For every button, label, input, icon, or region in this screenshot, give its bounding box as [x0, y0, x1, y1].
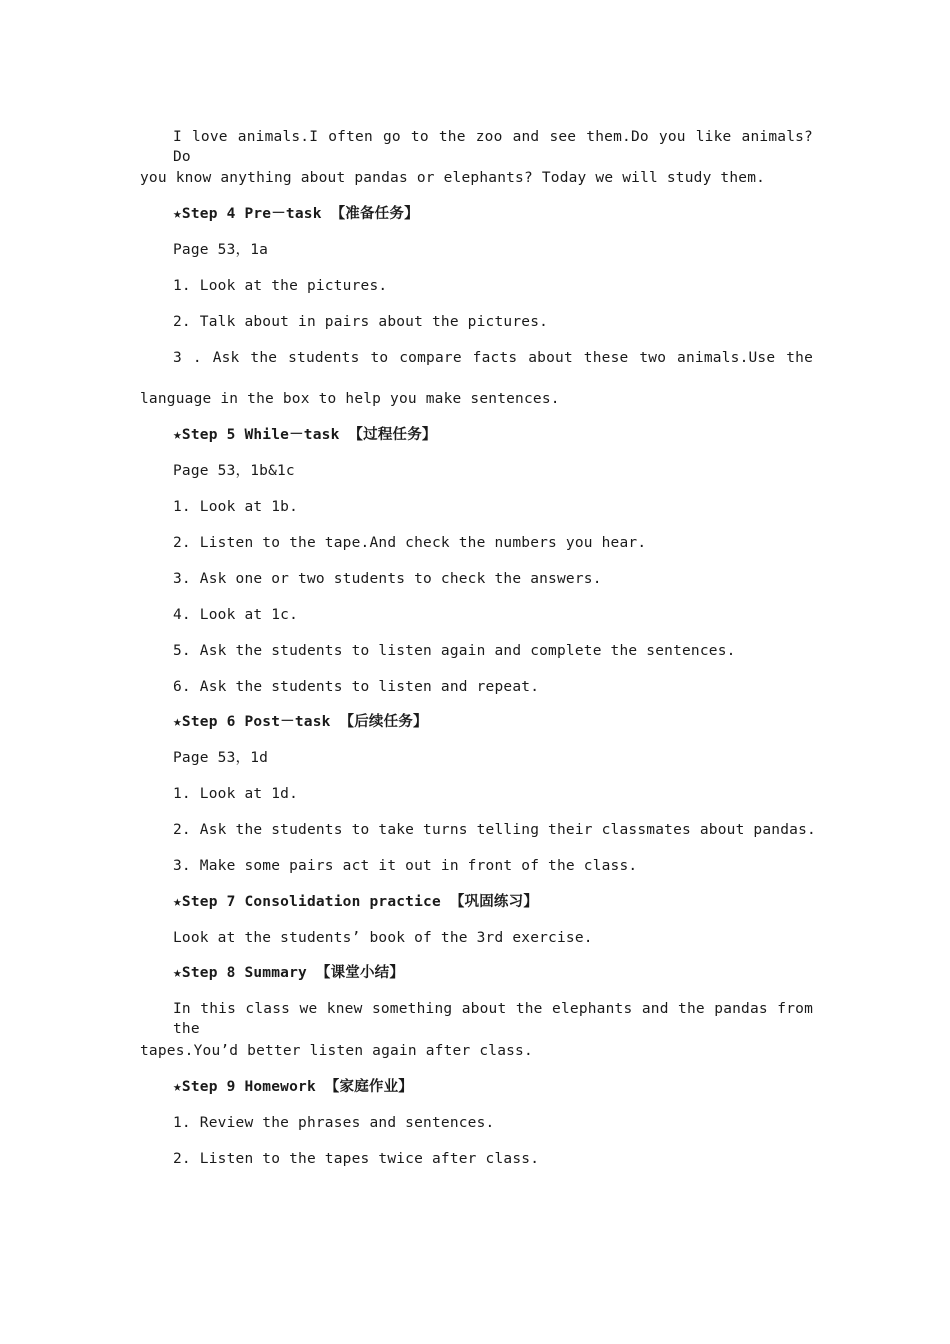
- step5-item-6: 6. Ask the students to listen and repeat.: [173, 679, 540, 695]
- step5-item-2: 2. Listen to the tape.And check the numbers you hear.: [173, 535, 647, 551]
- step4-item-3-continued: language in the box to help you make sentences.: [140, 391, 560, 407]
- step6-item-1: 1. Look at 1d.: [173, 786, 299, 802]
- step5-heading: ★Step 5 While－task 【过程任务】: [173, 427, 437, 443]
- step4-item-2: 2. Talk about in pairs about the pictures.: [173, 314, 549, 330]
- step8-line-2: tapes.You’d better listen again after class.: [140, 1043, 533, 1059]
- intro-line-1: I love animals.I often go to the zoo and see them.Do you like animals? Do: [173, 129, 813, 165]
- step4-item-3: 3 . Ask the students to compare facts about these two animals.Use the: [173, 350, 813, 366]
- step5-item-1: 1. Look at 1b.: [173, 499, 299, 515]
- intro-line-2: you know anything about pandas or elephants? Today we will study them.: [140, 170, 766, 186]
- step6-page-ref: Page 53，1d: [173, 750, 269, 766]
- step9-heading: ★Step 9 Homework 【家庭作业】: [173, 1079, 414, 1095]
- step4-page-ref: Page 53，1a: [173, 242, 269, 258]
- step5-item-5: 5. Ask the students to listen again and complete the sentences.: [173, 643, 736, 659]
- step6-heading: ★Step 6 Post－task 【后续任务】: [173, 714, 428, 730]
- step8-heading: ★Step 8 Summary 【课堂小结】: [173, 965, 405, 981]
- step6-item-3: 3. Make some pairs act it out in front of the class.: [173, 858, 638, 874]
- step5-page-ref: Page 53，1b&1c: [173, 463, 295, 479]
- step4-heading: ★Step 4 Pre－task 【准备任务】: [173, 206, 419, 222]
- step7-heading: ★Step 7 Consolidation practice 【巩固练习】: [173, 894, 539, 910]
- step5-item-3: 3. Ask one or two students to check the answers.: [173, 571, 602, 587]
- step7-text: Look at the students’ book of the 3rd exercise.: [173, 930, 593, 946]
- step8-line-1: In this class we knew something about the elephants and the pandas from the: [173, 1001, 813, 1037]
- step9-item-2: 2. Listen to the tapes twice after class.: [173, 1151, 540, 1167]
- step4-item-1: 1. Look at the pictures.: [173, 278, 388, 294]
- step6-item-2: 2. Ask the students to take turns telling their classmates about pandas.: [173, 822, 816, 838]
- step9-item-1: 1. Review the phrases and sentences.: [173, 1115, 495, 1131]
- step5-item-4: 4. Look at 1c.: [173, 607, 299, 623]
